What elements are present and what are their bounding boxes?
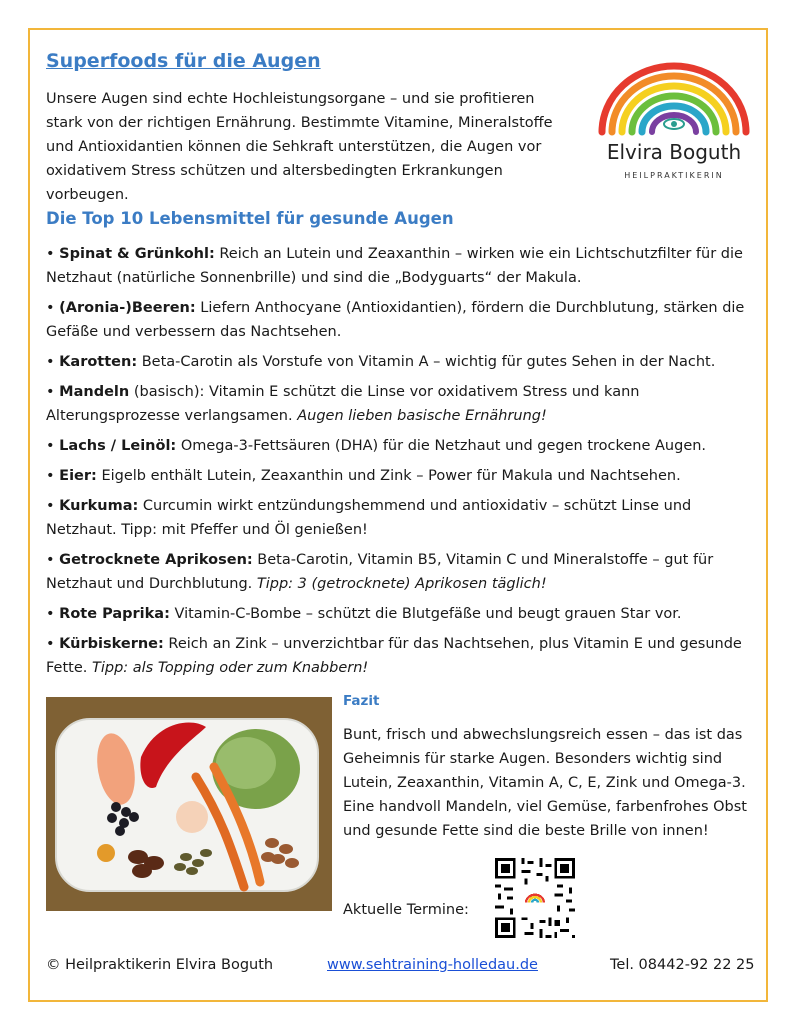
item-label: Rote Paprika: xyxy=(59,606,170,622)
list-item: • Karotten: Beta-Carotin als Vorstufe von Vitamin A – wichtig für gutes Sehen in der Nacht. xyxy=(46,354,716,370)
list-item: • Mandeln (basisch): Vitamin E schützt die Linse vor oxidativem Stress und kann Alterungsprozesse verlangsamen. Augen lieben basische Ernährung! xyxy=(46,384,640,424)
item-label: Eier: xyxy=(59,468,97,484)
termine-label: Aktuelle Termine: xyxy=(343,902,469,918)
item-label: Kürbiskerne: xyxy=(59,636,164,652)
item-label: (Aronia-)Beeren: xyxy=(59,300,196,316)
list-item: • Kurkuma: Curcumin wirkt entzündungshemmend und antioxidativ – schützt Linse und Netzhaut. Tipp: mit Pfeffer und Öl genießen! xyxy=(46,498,692,538)
list-heading: Die Top 10 Lebensmittel für gesunde Augen xyxy=(46,209,454,228)
list-item: • Rote Paprika: Vitamin-C-Bombe – schützt die Blutgefäße und beugt grauen Star vor. xyxy=(46,606,682,622)
item-label: Spinat & Grünkohl: xyxy=(59,246,215,262)
list-item: • Spinat & Grünkohl: Reich an Lutein und Zeaxanthin – wirken wie ein Lichtschutzfilter für die Netzhaut (natürliche Sonnenbrille) und sind die „Bodyguarts“ der Makula. xyxy=(46,246,743,286)
page-title: Superfoods für die Augen xyxy=(46,50,321,72)
logo-name: Elvira Boguth xyxy=(606,140,742,164)
list-item: • Getrocknete Aprikosen: Beta-Carotin, Vitamin B5, Vitamin C und Mineralstoffe – gut für Netzhaut und Durchblutung. Tipp: 3 (getrocknete) Aprikosen täglich! xyxy=(46,552,714,592)
item-label: Karotten: xyxy=(59,354,138,370)
qr-code-icon[interactable] xyxy=(492,855,578,941)
fazit-heading: Fazit xyxy=(343,693,380,709)
list-item: • (Aronia-)Beeren: Liefern Anthocyane (Antioxidantien), fördern die Durchblutung, stärken die Gefäße und verbessern das Nachtsehen. xyxy=(46,300,745,340)
superfood-plate-photo xyxy=(46,697,332,911)
intro-paragraph: Unsere Augen sind echte Hochleistungsorgane – und sie profitieren stark von der richtigen Ernährung. Bestimmte Vitamine, Mineralstoffe und Antioxidantien können die Sehkraft unterstützen, die Augen vor oxidativem Stress schützen und altersbedingten Erkrankungen vorbeugen. xyxy=(46,91,553,203)
item-label: Mandeln xyxy=(59,384,130,400)
food-list xyxy=(46,242,758,686)
list-item: • Lachs / Leinöl: Omega-3-Fettsäuren (DHA) für die Netzhaut und gegen trockene Augen. xyxy=(46,438,707,454)
item-label: Kurkuma: xyxy=(59,498,139,514)
item-label: Lachs / Leinöl: xyxy=(59,438,177,454)
list-item: • Eier: Eigelb enthält Lutein, Zeaxanthin und Zink – Power für Makula und Nachtsehen. xyxy=(46,468,681,484)
rainbow-logo-icon xyxy=(590,50,758,190)
footer-phone: Tel. 08442-92 22 25 xyxy=(610,957,755,973)
footer-copyright: © Heilpraktikerin Elvira Boguth xyxy=(46,957,274,973)
list-item: • Kürbiskerne: Reich an Zink – unverzichtbar für das Nachtsehen, plus Vitamin E und gesunde Fette. Tipp: als Topping oder zum Knabbern! xyxy=(46,636,742,676)
item-label: Getrocknete Aprikosen: xyxy=(59,552,253,568)
fazit-text: Bunt, frisch und abwechslungsreich essen – das ist das Geheimnis für starke Augen. Besonders wichtig sind Lutein, Zeaxanthin, Vitamin A, C, E, Zink und Omega-3. Eine handvoll Mandeln, viel Gemüse, farbenfrohes Obst und gesunde Fette sind die beste Brille von innen! xyxy=(343,727,747,839)
footer-website-link[interactable]: www.sehtraining-holledau.de xyxy=(327,957,538,973)
logo-subtitle: HEILPRAKTIKERIN xyxy=(624,171,724,180)
